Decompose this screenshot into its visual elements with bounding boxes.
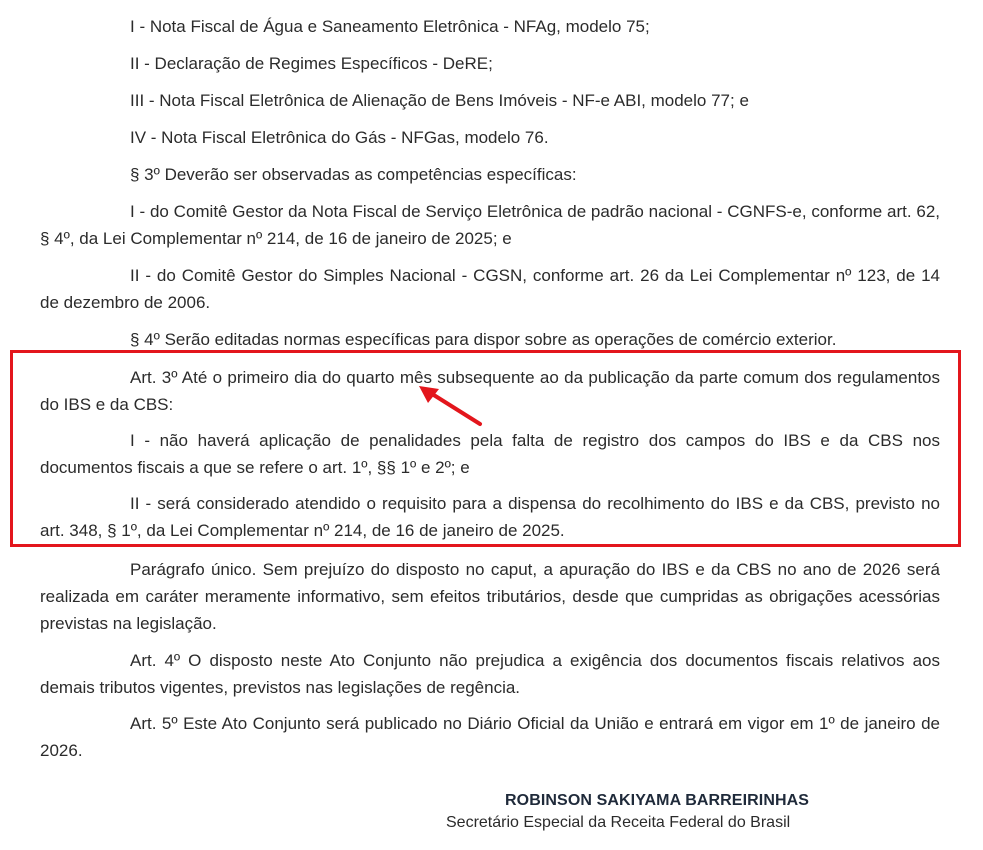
signature-title: Secretário Especial da Receita Federal do Brasil: [446, 814, 791, 831]
red-arrow-icon: [415, 382, 490, 432]
item-iv-nfgas: IV - Nota Fiscal Eletrônica do Gás - NFGas, modelo 76.: [130, 128, 549, 147]
art-3-item-i: I - não haverá aplicação de penalidades pela falta de registro dos campos do IBS e da CBS nos documentos fiscais a que se refere o art. 1º, §§ 1º e 2º; e: [40, 431, 940, 477]
item-iii-nfe-abi: III - Nota Fiscal Eletrônica de Alienação de Bens Imóveis - NF-e ABI, modelo 77; e: [130, 91, 749, 110]
art-3-item-ii: II - será considerado atendido o requisito para a dispensa do recolhimento do IBS e da CBS, previsto no art. 348, § 1º, da Lei Complementar nº 214, de 16 de janeiro de 2025.: [40, 494, 940, 540]
paragraph-3-item-ii: II - do Comitê Gestor do Simples Nacional - CGSN, conforme art. 26 da Lei Complementar nº 123, de 14 de dezembro de 2006.: [40, 266, 940, 312]
art-3-caput: Art. 3º Até o primeiro dia do quarto mês subsequente ao da publicação da parte comum dos regulamentos do IBS e da CBS:: [40, 368, 940, 414]
signature-name: ROBINSON SAKIYAMA BARREIRINHAS: [505, 792, 810, 809]
item-i-nfag: I - Nota Fiscal de Água e Saneamento Eletrônica - NFAg, modelo 75;: [130, 17, 650, 36]
paragraph-3-item-i: I - do Comitê Gestor da Nota Fiscal de Serviço Eletrônica de padrão nacional - CGNFS-e, conforme art. 62, § 4º, da Lei Complementar nº 214, de 16 de janeiro de 2025; e: [40, 202, 940, 248]
paragrafo-unico: Parágrafo único. Sem prejuízo do disposto no caput, a apuração do IBS e da CBS no ano de 2026 será realizada em caráter meramente informativo, sem efeitos tributários, desde que cumpridas as obrigações acessórias previstas na legislação.: [40, 560, 940, 633]
art-5: Art. 5º Este Ato Conjunto será publicado no Diário Oficial da União e entrará em vigor em 1º de janeiro de 2026.: [40, 714, 940, 760]
item-ii-dere: II - Declaração de Regimes Específicos - DeRE;: [130, 54, 493, 73]
art-4: Art. 4º O disposto neste Ato Conjunto não prejudica a exigência dos documentos fiscais relativos aos demais tributos vigentes, previstos nas legislações de regência.: [40, 651, 940, 697]
paragraph-4: § 4º Serão editadas normas específicas para dispor sobre as operações de comércio exterior.: [130, 330, 837, 349]
paragraph-3-heading: § 3º Deverão ser observadas as competências específicas:: [130, 165, 577, 184]
